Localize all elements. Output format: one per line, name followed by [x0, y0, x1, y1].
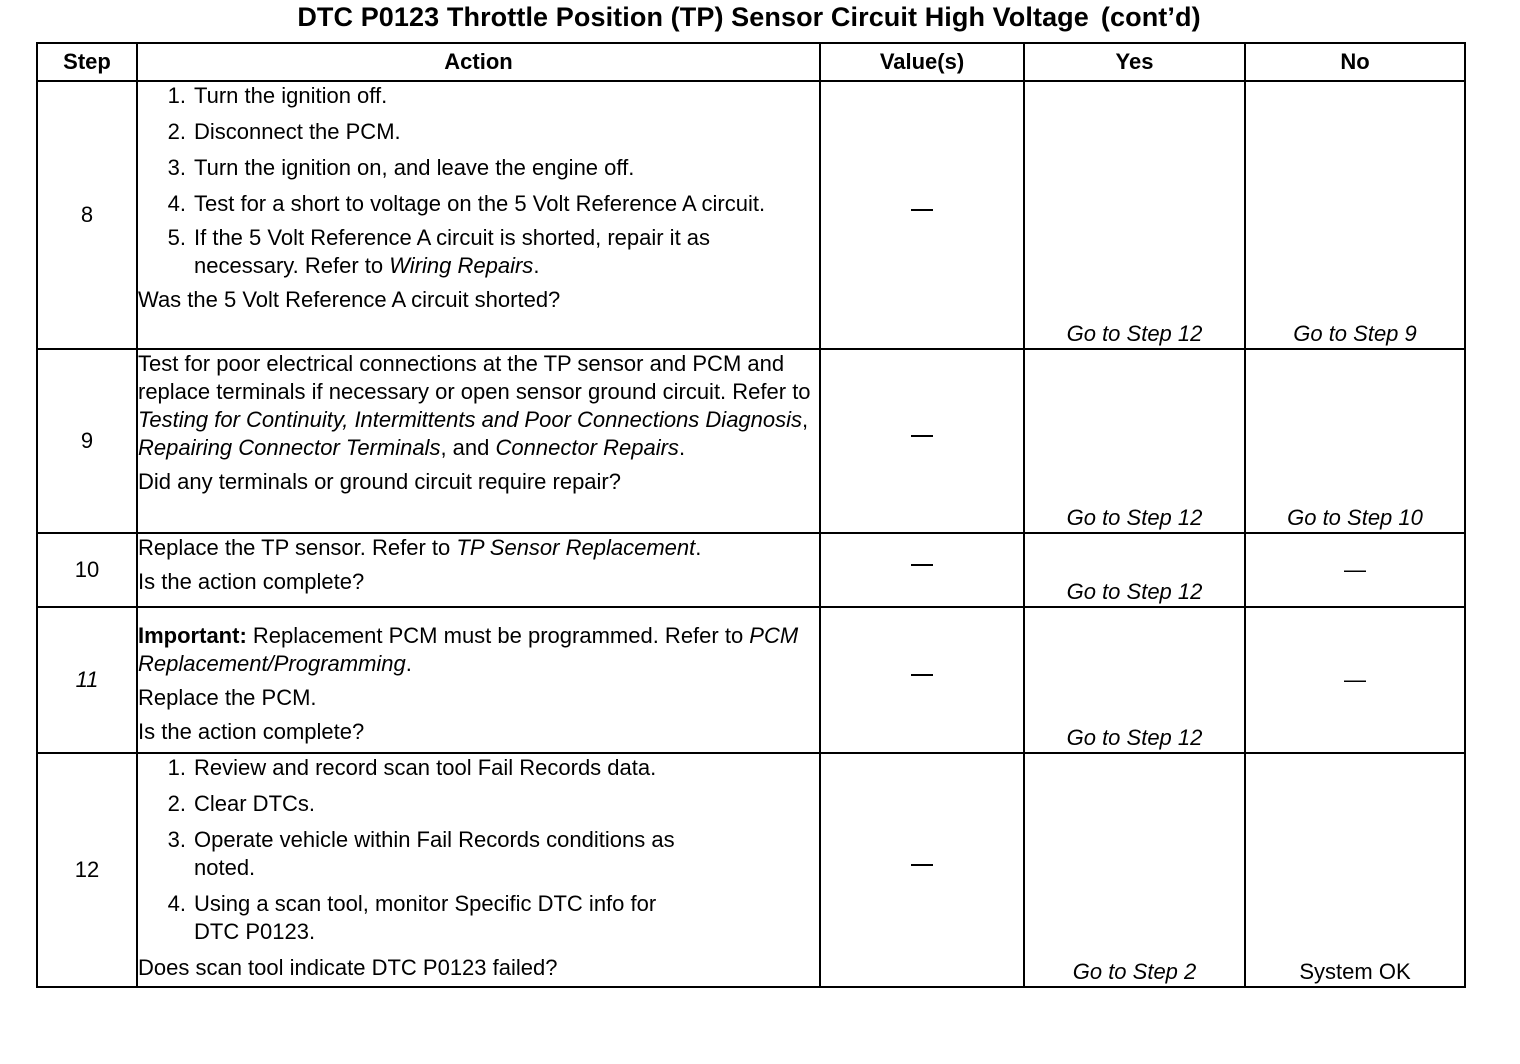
yes-cell: Go to Step 12	[1024, 607, 1245, 753]
question-text: Does scan tool indicate DTC P0123 failed?	[138, 955, 558, 980]
action-paragraph	[138, 350, 819, 462]
list-item	[158, 154, 819, 182]
item-text: Operate vehicle within Fail Records conditions as noted.	[194, 827, 675, 880]
question-text: Did any terminals or ground circuit require repair?	[138, 469, 621, 494]
dash-mark	[911, 864, 933, 866]
item-text-end: .	[533, 253, 540, 278]
header-yes: Yes	[1024, 43, 1245, 81]
action-cell	[137, 349, 820, 533]
action-text: ,	[802, 407, 809, 432]
value-cell	[820, 533, 1024, 607]
item-number: 2.	[167, 119, 186, 144]
dash-mark	[911, 674, 933, 676]
action-text: .	[695, 535, 702, 560]
action-paragraph	[138, 534, 819, 562]
action-cell	[137, 533, 820, 607]
dash-mark	[911, 209, 933, 211]
header-no: No	[1245, 43, 1465, 81]
action-text: , and	[440, 435, 496, 460]
list-item	[158, 826, 819, 882]
table-row	[37, 349, 1465, 533]
item-text: Disconnect the PCM.	[194, 119, 401, 144]
header-action: Action	[137, 43, 820, 81]
action-text: .	[678, 435, 686, 460]
no-cell: —	[1245, 607, 1465, 753]
yes-cell: Go to Step 2	[1024, 753, 1245, 987]
page-title-suffix: (cont’d)	[1100, 2, 1201, 32]
item-text: If the 5 Volt Reference A circuit is shorted, repair it as necessary. Refer to	[194, 225, 711, 278]
no-cell: —	[1245, 533, 1465, 607]
list-item	[158, 890, 819, 946]
action-line: Replace the PCM.	[138, 685, 317, 710]
action-text: Replace the TP sensor. Refer to	[138, 535, 457, 560]
question-text: Is the action complete?	[138, 719, 365, 744]
action-cell	[137, 607, 820, 753]
list-item	[158, 790, 819, 818]
list-item	[158, 118, 819, 146]
list-item	[158, 82, 819, 110]
list-item	[158, 754, 819, 782]
header-row	[37, 43, 1465, 81]
table-row	[37, 533, 1465, 607]
action-cell	[137, 81, 820, 349]
item-number: 1.	[167, 83, 186, 108]
value-cell	[820, 81, 1024, 349]
yes-cell: Go to Step 12	[1024, 349, 1245, 533]
action-text: Replacement PCM must be programmed. Refer to	[246, 623, 750, 648]
dash-mark	[911, 435, 933, 437]
header-values: Value(s)	[820, 43, 1024, 81]
dash-mark	[911, 564, 933, 566]
value-cell	[820, 753, 1024, 987]
reference-text: Repairing Connector Terminals	[138, 435, 441, 460]
table-row	[37, 753, 1465, 987]
reference-text: Testing for Continuity, Intermittents and Poor Connections Diagnosis	[138, 407, 803, 432]
table-row	[37, 607, 1465, 753]
item-text: Using a scan tool, monitor Specific DTC info for DTC P0123.	[194, 891, 657, 944]
yes-cell: Go to Step 12	[1024, 81, 1245, 349]
item-text: Clear DTCs.	[194, 791, 316, 816]
important-note	[138, 622, 819, 678]
item-number: 2.	[167, 791, 186, 816]
list-item	[158, 224, 819, 280]
action-text: Test for poor electrical connections at the TP sensor and PCM and replace terminals if necessary or open sensor ground circuit. Refer to	[138, 351, 811, 404]
question-text: Was the 5 Volt Reference A circuit shorted?	[138, 287, 561, 312]
yes-cell: Go to Step 12	[1024, 533, 1245, 607]
step-number: 12	[37, 753, 137, 987]
reference-link-text: Wiring Repairs	[389, 253, 534, 278]
step-number: 11	[37, 607, 137, 753]
reference-text: TP Sensor Replacement	[456, 535, 696, 560]
item-text: Turn the ignition off.	[194, 83, 388, 108]
action-text: .	[405, 651, 412, 676]
action-list	[138, 754, 819, 946]
no-cell: Go to Step 10	[1245, 349, 1465, 533]
header-step: Step	[37, 43, 137, 81]
action-cell	[137, 753, 820, 987]
page-title	[36, 2, 1462, 33]
item-number: 1.	[167, 755, 186, 780]
item-text: Test for a short to voltage on the 5 Volt Reference A circuit.	[194, 191, 766, 216]
question-text: Is the action complete?	[138, 569, 365, 594]
no-cell: System OK	[1245, 753, 1465, 987]
page-title-main: DTC P0123 Throttle Position (TP) Sensor Circuit High Voltage	[297, 2, 1089, 32]
table-row	[37, 81, 1465, 349]
action-list	[138, 82, 819, 280]
important-label: Important:	[138, 623, 247, 648]
item-number: 5.	[167, 225, 186, 250]
list-item	[158, 190, 819, 218]
value-cell	[820, 607, 1024, 753]
step-number: 8	[37, 81, 137, 349]
value-cell	[820, 349, 1024, 533]
diagnostic-table	[36, 42, 1466, 988]
item-text: Review and record scan tool Fail Records data.	[194, 755, 657, 780]
item-number: 3.	[167, 827, 186, 852]
reference-text: PCM Replacement/Programming	[138, 623, 799, 676]
item-text: Turn the ignition on, and leave the engine off.	[194, 155, 635, 180]
step-number: 9	[37, 349, 137, 533]
item-number: 3.	[167, 155, 186, 180]
step-number: 10	[37, 533, 137, 607]
no-cell: Go to Step 9	[1245, 81, 1465, 349]
reference-text: Connector Repairs	[495, 435, 679, 460]
item-number: 4.	[167, 891, 186, 916]
item-number: 4.	[167, 191, 186, 216]
